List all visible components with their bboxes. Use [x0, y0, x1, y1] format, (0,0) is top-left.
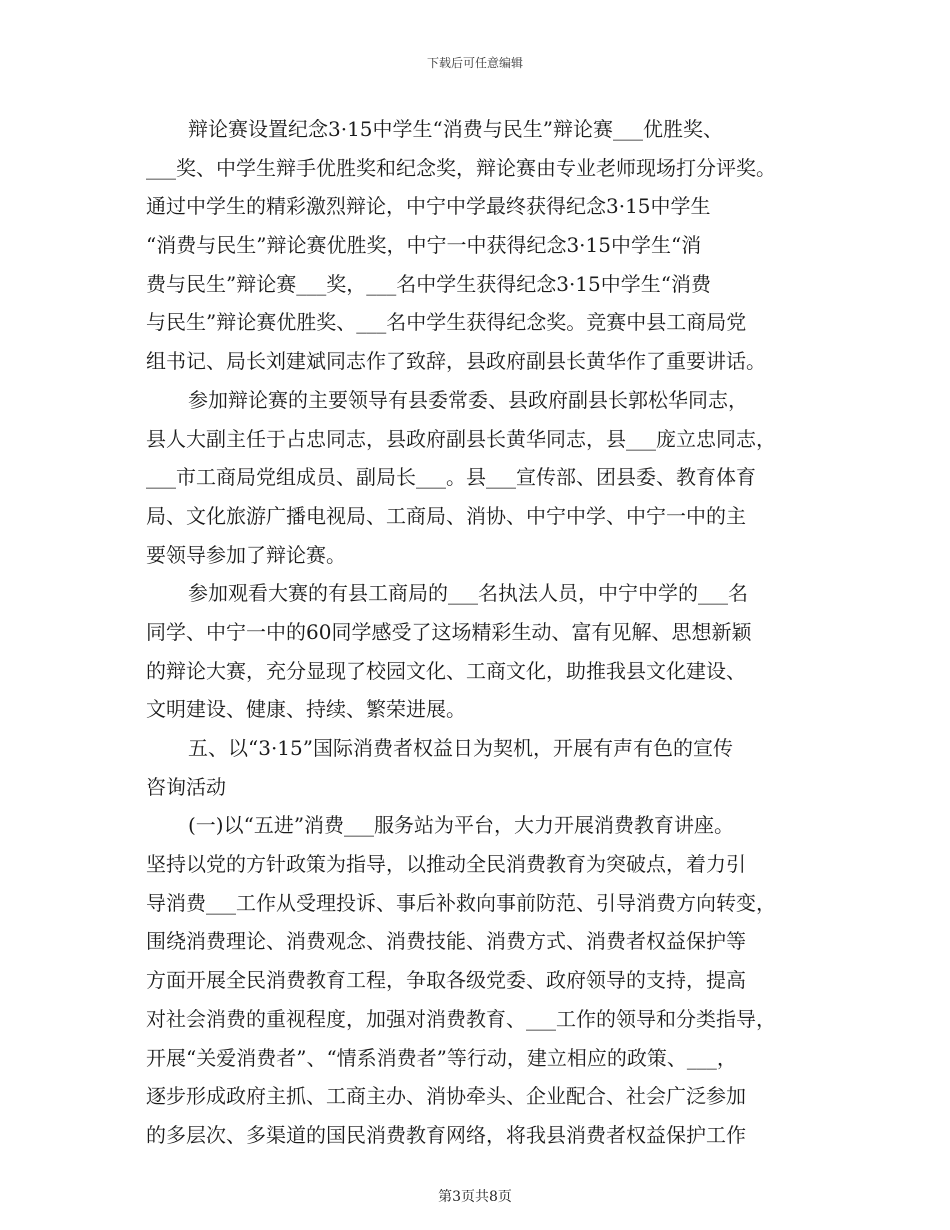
text-line: 坚持以党的方针政策为指导，以推动全民消费教育为突破点，着力引 [146, 852, 746, 877]
text-line: 逐步形成政府主抓、工商主办、消协牵头、企业配合、社会广泛参加 [146, 1084, 746, 1109]
page-number: 第3页共8页 [438, 1189, 512, 1205]
text-line: 参加观看大赛的有县工商局的___名执法人员，中宁中学的___名 [188, 581, 748, 606]
text-line: 的多层次、多渠道的国民消费教育网络，将我县消费者权益保护工作 [146, 1122, 746, 1147]
text-line: 文明建设、健康、持续、繁荣进展。 [146, 697, 466, 722]
text-line: 辩论赛设置纪念3·15中学生“消费与民生”辩论赛___优胜奖、 [188, 117, 723, 141]
document-body [146, 110, 826, 1155]
text-line: 方面开展全民消费教育工程，争取各级党委、政府领导的支持，提高 [146, 968, 746, 993]
text-line: 组书记、局长刘建斌同志作了致辞，县政府副县长黄华作了重要讲话。 [146, 349, 766, 374]
text-line: 与民生”辩论赛优胜奖、___名中学生获得纪念奖。竞赛中县工商局党 [146, 310, 747, 335]
text-line: 参加辩论赛的主要领导有县委常委、县政府副县长郭松华同志， [188, 387, 748, 412]
text-line: 围绕消费理论、消费观念、消费技能、消费方式、消费者权益保护等 [146, 929, 746, 954]
page-header: 下载后可任意编辑 [426, 56, 523, 70]
section-heading-cont: 咨询活动 [146, 774, 226, 799]
text-line: 费与民生”辩论赛___奖，___名中学生获得纪念3·15中学生“消费 [146, 271, 711, 296]
text-line: 县人大副主任于占忠同志，县政府副县长黄华同志，县___庞立忠同志， [146, 426, 776, 451]
section-heading: 五、以“3·15”国际消费者权益日为契机，开展有声有色的宣传 [188, 736, 733, 760]
text-line: 局、文化旅游广播电视局、工商局、消协、中宁中学、中宁一中的主 [146, 503, 746, 528]
text-line: 通过中学生的精彩激烈辩论，中宁中学最终获得纪念3·15中学生 [146, 194, 711, 219]
text-line: 要领导参加了辩论赛。 [146, 542, 346, 567]
text-line: ___市工商局党组成员、副局长___。县___宣传部、团县委、教育体育 [146, 465, 756, 490]
text-line: 开展“关爱消费者”、“情系消费者”等行动，建立相应的政策、___， [146, 1045, 737, 1070]
text-line: “消费与民生”辩论赛优胜奖，中宁一中获得纪念3·15中学生“消 [146, 233, 702, 258]
text-line: (一)以“五进”消费___服务站为平台，大力开展消费教育讲座。 [188, 813, 735, 838]
text-line: 同学、中宁一中的60同学感受了这场精彩生动、富有见解、思想新颖 [146, 619, 752, 644]
text-line: 的辩论大赛，充分显现了校园文化、工商文化，助推我县文化建设、 [146, 658, 746, 683]
text-line: ___奖、中学生辩手优胜奖和纪念奖，辩论赛由专业老师现场打分评奖。 [146, 155, 776, 180]
text-line: 对社会消费的重视程度，加强对消费教育、___工作的领导和分类指导， [146, 1006, 776, 1031]
text-line: 导消费___工作从受理投诉、事后补救向事前防范、引导消费方向转变， [146, 890, 776, 915]
